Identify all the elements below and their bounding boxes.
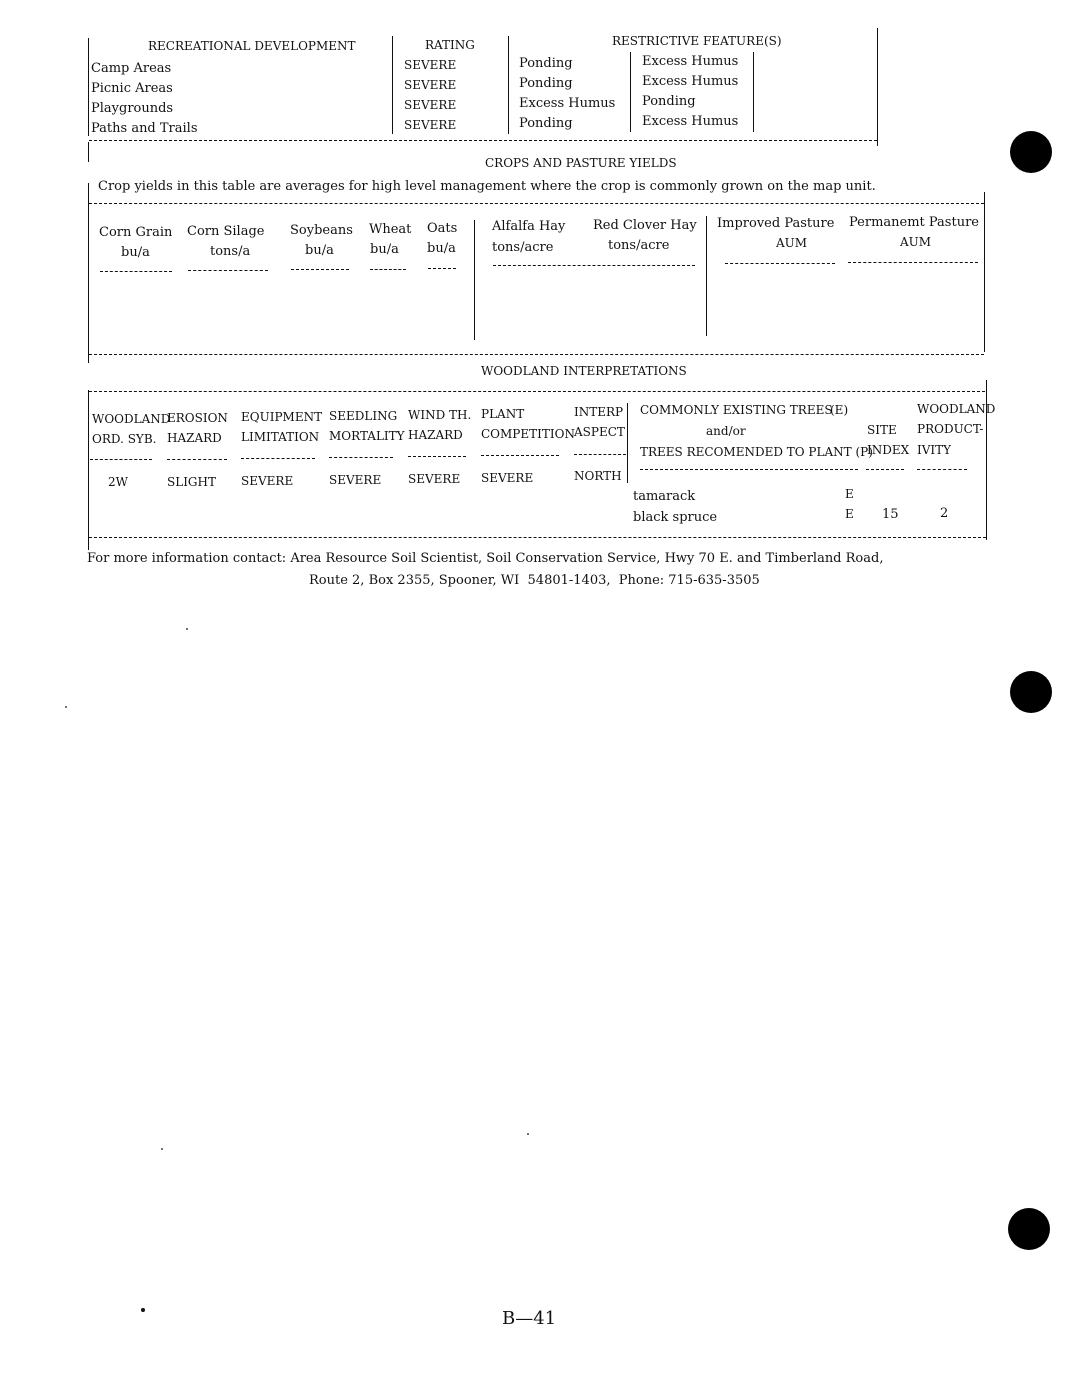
rec-row-feature2: Excess Humus: [642, 74, 739, 89]
section-divider: [89, 203, 984, 204]
woodland-cell: SEVERE: [408, 472, 461, 486]
woodland-cell: SEVERE: [329, 473, 382, 487]
binder-hole: [1010, 671, 1052, 713]
woodland-col-header: EROSION: [167, 411, 228, 425]
binder-hole: [1010, 131, 1052, 173]
crop-col-name: Oats: [427, 221, 458, 236]
column-underline: [291, 269, 349, 270]
woodland-col-header: COMPETITION: [481, 427, 575, 441]
column-underline: [241, 458, 315, 459]
rec-row-name: Paths and Trails: [91, 121, 198, 136]
crop-col-name: Permanemt Pasture: [849, 215, 979, 230]
rec-row-name: Picnic Areas: [91, 81, 173, 96]
crop-col-name: Corn Grain: [99, 225, 173, 240]
crop-col-name: Alfalfa Hay: [492, 219, 566, 234]
table-border: [474, 220, 475, 340]
scan-speck: [186, 628, 188, 630]
woodland-col-header: and/or: [706, 424, 746, 438]
rec-row-rating: SEVERE: [404, 98, 457, 112]
column-underline: [167, 459, 227, 460]
woodland-col-header: ORD. SYB.: [92, 432, 157, 446]
crop-col-unit: bu/a: [121, 245, 150, 260]
column-underline: [329, 457, 393, 458]
column-underline: [848, 262, 978, 263]
column-underline: [481, 455, 559, 456]
rec-row-feature1: Excess Humus: [519, 96, 616, 111]
rec-row-feature1: Ponding: [519, 56, 573, 71]
crop-col-name: Red Clover Hay: [593, 218, 697, 233]
column-underline: [370, 269, 406, 270]
scan-speck: [161, 1148, 163, 1150]
rec-row-rating: SEVERE: [404, 58, 457, 72]
woodland-col-header: (E): [830, 403, 849, 417]
rec-row-feature2: Excess Humus: [642, 114, 739, 129]
rec-row-rating: SEVERE: [404, 78, 457, 92]
table-border: [88, 142, 89, 162]
crop-col-unit: tons/acre: [608, 238, 670, 253]
woodland-col-header: LIMITATION: [241, 430, 320, 444]
scan-speck: [527, 1133, 529, 1135]
table-border: [508, 36, 509, 134]
section-divider: [89, 391, 985, 392]
woodland-cell: SEVERE: [481, 471, 534, 485]
binder-hole: [1008, 1208, 1050, 1250]
tree-name: black spruce: [633, 510, 718, 525]
section-divider: [89, 140, 877, 141]
woodland-col-header: MORTALITY: [329, 429, 405, 443]
woodland-col-header: WOODLAND: [917, 402, 996, 416]
tree-site-index: 15: [882, 507, 899, 522]
table-border: [753, 52, 754, 132]
section-divider: [89, 354, 984, 355]
crop-col-unit: AUM: [776, 236, 808, 250]
woodland-col-header: IVITY: [917, 443, 952, 457]
column-underline: [725, 263, 835, 264]
woodland-col-header: WOODLAND: [92, 412, 171, 426]
woodland-col-header: EQUIPMENT: [241, 410, 323, 424]
crop-col-name: Soybeans: [290, 223, 353, 238]
table-border: [706, 216, 707, 336]
woodland-col-header: HAZARD: [167, 431, 222, 445]
table-border: [627, 403, 628, 483]
rec-row-rating: SEVERE: [404, 118, 457, 132]
tree-code: E: [845, 507, 854, 521]
table-border: [984, 192, 985, 352]
woodland-col-header: ASPECT: [574, 425, 625, 439]
scan-speck: [141, 1308, 145, 1312]
table-border: [88, 183, 89, 363]
woodland-col-header: HAZARD: [408, 428, 463, 442]
contact-line-2: Route 2, Box 2355, Spooner, WI 54801-1403, Phone: 715-635-3505: [309, 573, 760, 588]
contact-line-1: For more information contact: Area Resource Soil Scientist, Soil Conservation Service, Hwy 70 E. and Timberland Road,: [87, 551, 884, 566]
crop-col-unit: bu/a: [370, 242, 399, 257]
column-underline: [640, 469, 858, 470]
woodland-col-header: PRODUCT-: [917, 422, 984, 436]
woodland-cell: NORTH: [574, 469, 622, 483]
woodland-col-header: PLANT: [481, 407, 525, 421]
table-border: [88, 390, 89, 550]
page-number: B—41: [502, 1308, 557, 1329]
rec-row-feature1: Ponding: [519, 76, 573, 91]
woodland-cell: 2W: [108, 475, 128, 489]
column-underline: [408, 456, 466, 457]
column-underline: [917, 469, 967, 470]
crop-col-name: Improved Pasture: [717, 216, 835, 231]
rec-row-feature1: Ponding: [519, 116, 573, 131]
woodland-col-header: SEEDLING: [329, 409, 398, 423]
rec-row-feature2: Excess Humus: [642, 54, 739, 69]
tree-productivity: 2: [940, 506, 949, 521]
rec-row-name: Camp Areas: [91, 61, 172, 76]
crop-col-unit: bu/a: [305, 243, 334, 258]
woodland-col-header: COMMONLY EXISTING TREES: [640, 403, 833, 417]
crop-col-name: Corn Silage: [187, 224, 265, 239]
crop-col-name: Wheat: [369, 222, 412, 237]
woodland-col-header: SITE: [867, 423, 897, 437]
crop-col-unit: tons/acre: [492, 240, 554, 255]
column-underline: [188, 270, 268, 271]
table-border: [88, 38, 89, 136]
rec-row-name: Playgrounds: [91, 101, 174, 116]
rec-row-feature2: Ponding: [642, 94, 696, 109]
rating-heading: RATING: [425, 38, 475, 52]
tree-code: E: [845, 487, 854, 501]
restrictive-heading: RESTRICTIVE FEATURE(S): [612, 34, 782, 48]
tree-name: tamarack: [633, 489, 696, 504]
crop-col-unit: bu/a: [427, 241, 456, 256]
woodland-col-header: INDEX: [867, 443, 910, 457]
crop-col-unit: AUM: [900, 235, 932, 249]
woodland-cell: SLIGHT: [167, 475, 216, 489]
column-underline: [493, 265, 695, 266]
crops-note: Crop yields in this table are averages for high level management where the crop is commonly grown on the map unit.: [98, 179, 876, 194]
table-border: [877, 28, 878, 146]
crop-col-unit: tons/a: [210, 244, 251, 259]
column-underline: [574, 454, 626, 455]
woodland-col-header: WIND TH.: [408, 408, 472, 422]
recreational-heading: RECREATIONAL DEVELOPMENT: [148, 39, 356, 53]
woodland-title: WOODLAND INTERPRETATIONS: [481, 364, 687, 378]
woodland-col-header: INTERP: [574, 405, 624, 419]
table-border: [630, 52, 631, 132]
column-underline: [100, 271, 172, 272]
crops-title: CROPS AND PASTURE YIELDS: [485, 156, 677, 170]
scan-speck: [65, 706, 67, 708]
table-border: [392, 36, 393, 134]
column-underline: [90, 459, 152, 460]
column-underline: [428, 268, 456, 269]
woodland-col-header: TREES RECOMENDED TO PLANT (P): [640, 445, 873, 459]
section-divider: [89, 537, 986, 538]
column-underline: [866, 469, 904, 470]
woodland-cell: SEVERE: [241, 474, 294, 488]
